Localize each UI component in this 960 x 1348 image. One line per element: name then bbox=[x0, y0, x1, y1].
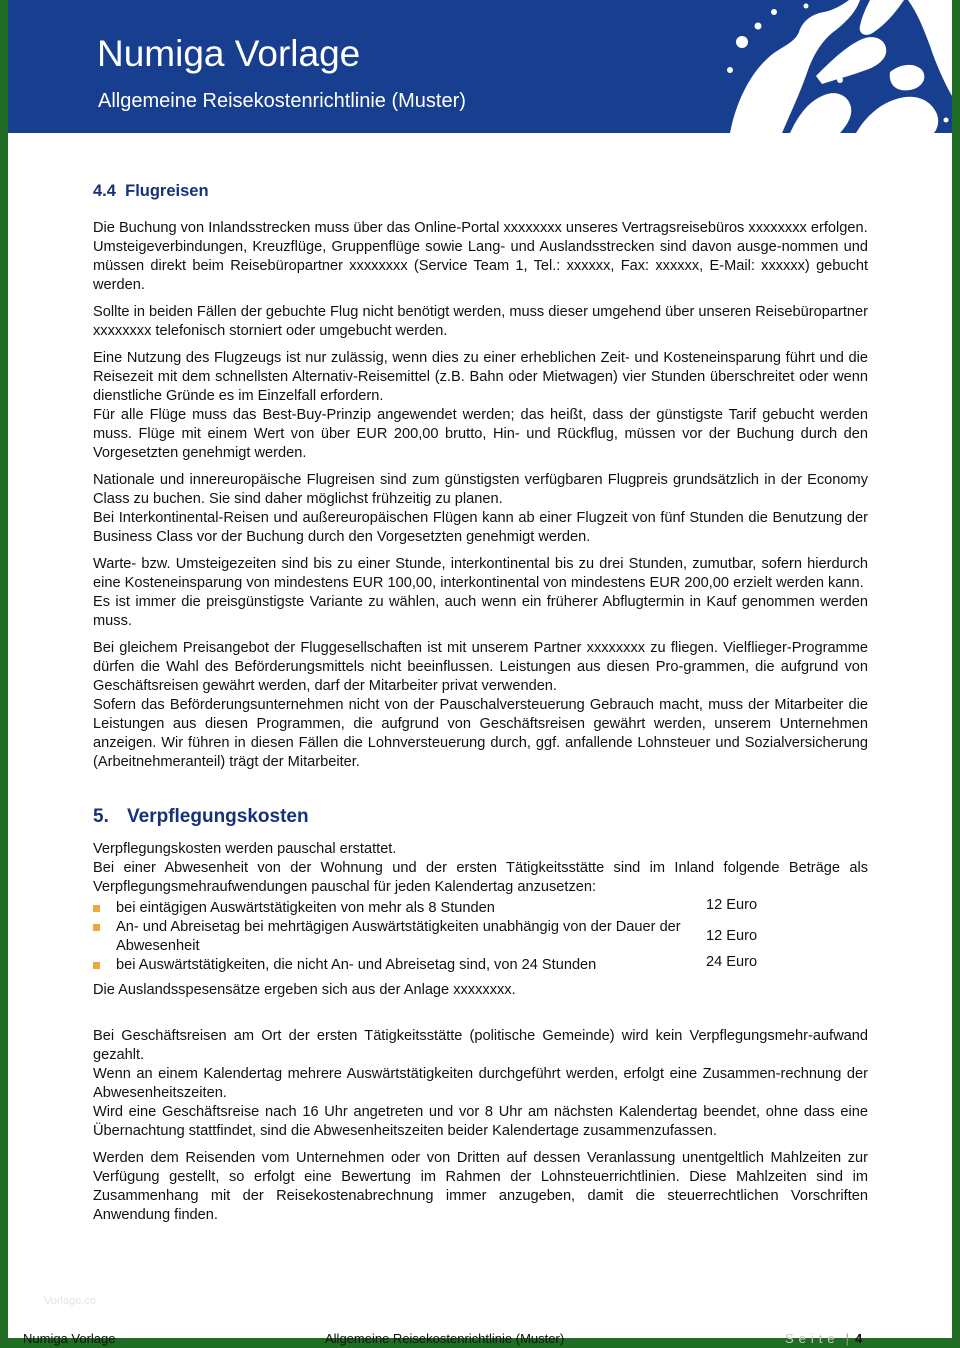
document-body bbox=[93, 180, 868, 1233]
paragraph: Wird eine Geschäftsreise nach 16 Uhr angetreten und vor 8 Uhr am nächsten Kalendertag beendet, ohne dass eine Übernachtung stattfindet, sind die Abwesenheitszeiten beider Kalendertage zusammenzufassen. bbox=[93, 1104, 868, 1139]
paragraph: Bei Geschäftsreisen am Ort der ersten Tätigkeitsstätte (politische Gemeinde) wird kein Verpflegungsmehr-aufwand gezahlt. bbox=[93, 1028, 868, 1063]
square-bullet-icon bbox=[93, 924, 100, 931]
paragraph: Sollte in beiden Fällen der gebuchte Flug nicht benötigt werden, muss dieser umgehend über unseren Reisebüropartner xxxxxxxx telefonisch storniert oder umgebucht werden. bbox=[93, 304, 868, 339]
paragraph: Bei gleichem Preisangebot der Fluggesellschaften ist mit unserem Partner xxxxxxxx zu fliegen. Vielflieger-Programme dürfen die Wahl des Beförderungsmittels nicht beeinflussen. Leistungen aus diesen Pro-grammen, die aufgrund von Geschäftsreisen gewährt werden, darf der Mitarbeiter privat verwenden. bbox=[93, 640, 868, 694]
section-title: Verpflegungskosten bbox=[127, 806, 309, 827]
section-number: 5. bbox=[93, 806, 109, 827]
page-number: 4 bbox=[855, 1331, 863, 1346]
page-label: Seite bbox=[785, 1331, 840, 1346]
paragraph: Verpflegungskosten werden pauschal erstattet. bbox=[93, 841, 397, 857]
meal-allowance-list bbox=[93, 899, 868, 975]
header-title: Numiga Vorlage bbox=[97, 33, 361, 74]
rate-label: An- und Abreisetag bei mehrtägigen Auswärtstätigkeiten unabhängig von der Dauer der Abwesenheit bbox=[116, 919, 681, 954]
list-item bbox=[93, 918, 868, 956]
paragraph: Bei einer Abwesenheit von der Wohnung und der ersten Tätigkeitsstätte sind im Inland folgende Beträge als Verpflegungsmehraufwendungen pauschal für jeden Kalendertag anzusetzen: bbox=[93, 860, 868, 895]
watermark: Vorlage.co bbox=[44, 1295, 96, 1307]
rate-label: bei Auswärtstätigkeiten, die nicht An- und Abreisetag sind, von 24 Stunden bbox=[116, 957, 597, 973]
footer-page-indicator bbox=[785, 1331, 862, 1347]
footer-left: Numiga Vorlage bbox=[23, 1331, 116, 1346]
paragraph: Nationale und innereuropäische Flugreisen sind zum günstigsten verfügbaren Flugpreis grundsätzlich in der Economy Class zu buchen. Sie sind daher möglichst frühzeitig zu planen. bbox=[93, 472, 868, 507]
rate-amount: 12 Euro bbox=[706, 928, 758, 944]
rate-amount: 12 Euro bbox=[706, 897, 758, 913]
paragraph: Umsteigeverbindungen, Kreuzflüge, Gruppenflüge sowie Lang- und Auslandsstrecken sind davon ausge-nommen und müssen direkt beim Reisebüropartner xxxxxxxx (Service Team 1, Tel.: xxxxxx, Fax: xxxxxx, E-Mail: xxxxxx) gebucht werden. bbox=[93, 239, 868, 293]
paragraph: Bei Interkontinental-Reisen und außereuropäischen Flügen kann ab einer Flugzeit von fünf Stunden die Benutzung der Business Class vor der Buchung durch den Vorgesetzten genehmigt werden. bbox=[93, 510, 868, 545]
list-item bbox=[93, 956, 868, 975]
brand-logo-icon bbox=[608, 0, 952, 133]
paragraph: Die Auslandsspesensätze ergeben sich aus der Anlage xxxxxxxx. bbox=[93, 982, 516, 998]
paragraph: Werden dem Reisenden vom Unternehmen oder von Dritten auf dessen Veranlassung unentgeltlich Mahlzeiten zur Verfügung gestellt, so erfolgt eine Bewertung im Rahmen der Lohnsteuerrichtlinien. Diese Mahlzeiten sind im Zusammenhang mit der Reisekostenabrechnung immer anzugeben, damit die steuerrechtlichen Vorschriften Anwendung finden. bbox=[93, 1150, 868, 1223]
section-title: Flugreisen bbox=[125, 182, 209, 200]
paragraph: Es ist immer die preisgünstigste Variante zu wählen, auch wenn ein früherer Abflugtermin in Kauf genommen werden muss. bbox=[93, 594, 868, 629]
page-separator: | bbox=[845, 1331, 850, 1346]
section-heading-verpflegungskosten bbox=[93, 805, 868, 829]
paragraph: Wenn an einem Kalendertag mehrere Auswärtstätigkeiten durchgeführt werden, erfolgt eine Zusammen-rechnung der Abwesenheitszeiten. bbox=[93, 1066, 868, 1101]
list-item bbox=[93, 899, 868, 918]
square-bullet-icon bbox=[93, 962, 100, 969]
paragraph: Die Buchung von Inlandsstrecken muss über das Online-Portal xxxxxxxx unseres Vertragsreisebüros xxxxxxxx erfolgen. bbox=[93, 220, 868, 236]
paragraph: Sofern das Beförderungsunternehmen nicht von der Pauschalversteuerung Gebrauch macht, muss der Mitarbeiter die Leistungen aus diesen Programmen, die aufgrund von Geschäftsreisen gewährt werden, unserem Unternehmen anzeigen. Wir führen in diesen Fällen die Lohnversteuerung durch, ggf. anfallende Lohnsteuer und Sozialversicherung (Arbeitnehmeranteil) trägt der Mitarbeiter. bbox=[93, 697, 868, 770]
section-number: 4.4 bbox=[93, 182, 116, 200]
document-page bbox=[8, 0, 952, 1338]
rate-amount: 24 Euro bbox=[706, 954, 758, 970]
rate-label: bei eintägigen Auswärtstätigkeiten von mehr als 8 Stunden bbox=[116, 900, 495, 916]
paragraph: Warte- bzw. Umsteigezeiten sind bis zu einer Stunde, interkontinental bis zu drei Stunden, zumutbar, sofern hierdurch eine Kosteneinsparung von mindestens EUR 100,00, interkontinental von mindestens EUR 200,00 erzielt werden kann. bbox=[93, 556, 868, 591]
paragraph: Eine Nutzung des Flugzeugs ist nur zulässig, wenn dies zu einer erheblichen Zeit- und Kosteneinsparung führt und die Reisezeit mit dem schnellsten Alternativ-Reisemittel (z.B. Bahn oder Mietwagen) vier Stunden überschreitet oder wenn dienstliche Gründe es im Einzelfall erfordern. bbox=[93, 350, 868, 404]
footer-center: Allgemeine Reisekostenrichtlinie (Muster) bbox=[325, 1331, 565, 1346]
section-heading-flugreisen bbox=[93, 180, 868, 202]
header-subtitle: Allgemeine Reisekostenrichtlinie (Muster) bbox=[98, 90, 466, 112]
paragraph: Für alle Flüge muss das Best-Buy-Prinzip angewendet werden; das heißt, dass der günstigste Tarif gebucht werden muss. Flüge mit einem Wert von über EUR 200,00 brutto, Hin- und Rückflug, müssen vor der Buchung durch den Vorgesetzten genehmigt werden. bbox=[93, 407, 868, 461]
square-bullet-icon bbox=[93, 905, 100, 912]
header-banner bbox=[8, 0, 952, 133]
